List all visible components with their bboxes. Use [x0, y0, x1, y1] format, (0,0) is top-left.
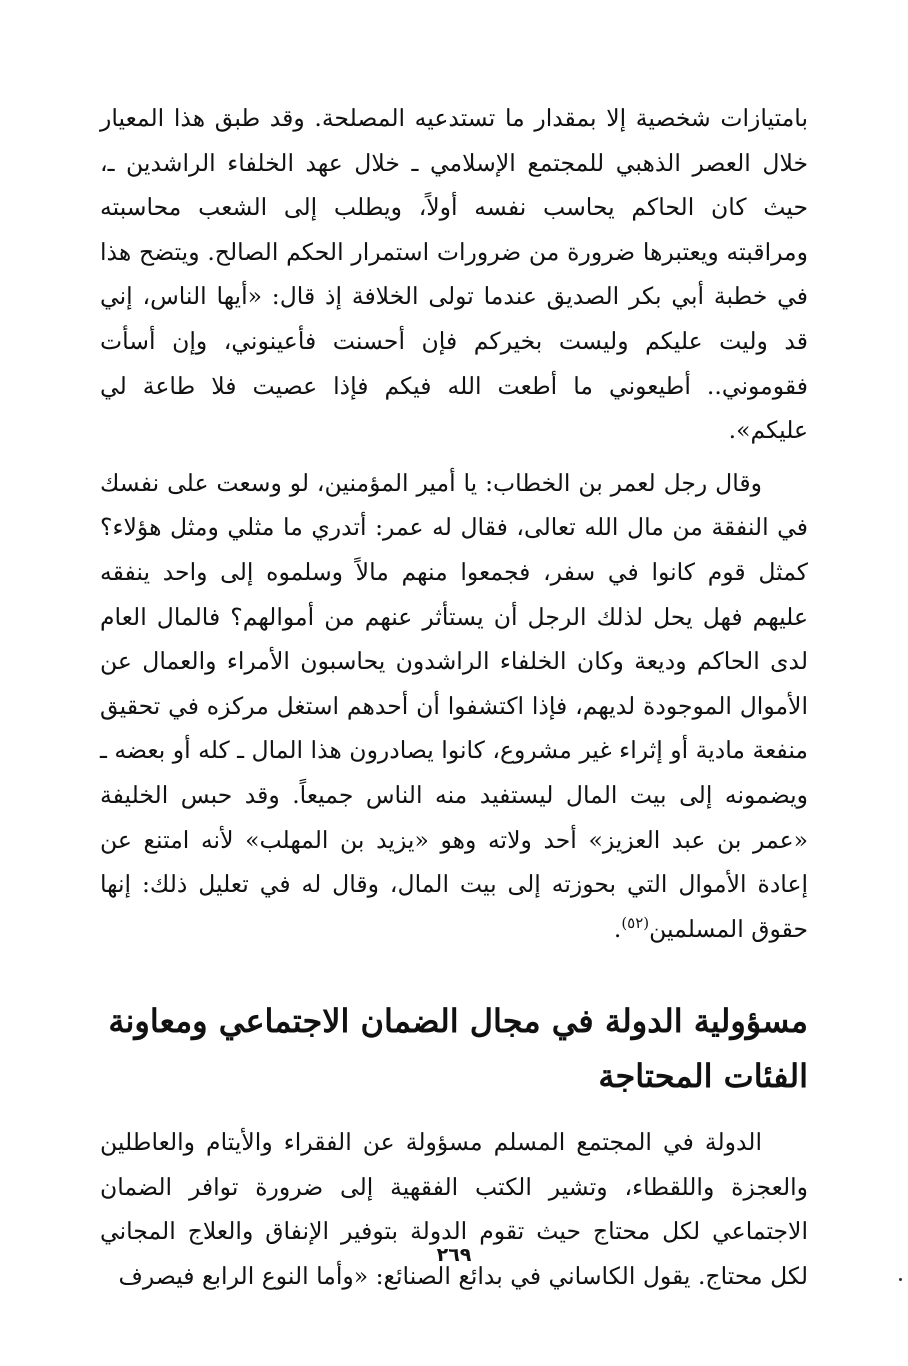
paragraph-2-text: وقال رجل لعمر بن الخطاب: يا أمير المؤمنين، لو وسعت على نفسك في النفقة من مال الله تعالى، فقال له عمر: أتدري ما مثلي ومثل هؤلاء؟ كمثل قوم كانوا في سفر، فجمعوا منهم مالاً وسلموه إلى واحد ينفقه عليهم فهل يحل لذلك الرجل أن يستأثر عنهم من أموالهم؟ فالمال العام لدى الحاكم وديعة وكان الخلفاء الراشدون يحاسبون الأمراء والعمال عن الأموال الموجودة لديهم، فإذا اكتشفوا أن أحدهم استغل مركزه في تحقيق منفعة مادية أو إثراء غير مشروع، كانوا يصادرون هذا المال ـ كله أو بعضه ـ ويضمونه إلى بيت المال ليستفيد منه الناس جميعاً. وقد حبس الخليفة «عمر بن عبد العزيز» أحد ولاته وهو «يزيد بن المهلب» لأنه امتنع عن إعادة الأموال التي بحوزته إلى بيت المال، وقال له في تعليل ذلك: إنها حقوق المسلمين	[100, 468, 808, 943]
footnote-reference: (٥٢)	[621, 913, 650, 932]
page-body	[100, 96, 808, 1299]
paragraph-2	[100, 461, 808, 952]
page-edge-mark	[899, 1278, 902, 1281]
paragraph-3: الدولة في المجتمع المسلم مسؤولة عن الفقراء والأيتام والعاطلين والعجزة واللقطاء، وتشير الكتب الفقهية إلى ضرورة توافر الضمان الاجتماعي لكل محتاج حيث تقوم الدولة بتوفير الإنفاق والعلاج المجاني لكل محتاج. يقول الكاساني في بدائع الصنائع: «وأما النوع الرابع فيصرف	[100, 1128, 808, 1291]
section-heading: مسؤولية الدولة في مجال الضمان الاجتماعي ومعاونة الفئات المحتاجة	[108, 1002, 808, 1096]
paragraph-2-end: .	[613, 914, 622, 943]
page-number: ٢٦٩	[436, 1244, 472, 1266]
paragraph-1: بامتيازات شخصية إلا بمقدار ما تستدعيه المصلحة. وقد طبق هذا المعيار خلال العصر الذهبي للمجتمع الإسلامي ـ خلال عهد الخلفاء الراشدين ـ، حيث كان الحاكم يحاسب نفسه أولاً، ويطلب إلى الشعب محاسبته ومراقبته ويعتبرها ضرورة من ضرورات استمرار الحكم الصالح. ويتضح هذا في خطبة أبي بكر الصديق عندما تولى الخلافة إذ قال: «أيها الناس، إني قد وليت عليكم وليست بخيركم فإن أحسنت فأعينوني، وإن أسأت فقوموني.. أطيعوني ما أطعت الله فيكم فإذا عصيت فلا طاعة لي عليكم».	[100, 104, 808, 445]
